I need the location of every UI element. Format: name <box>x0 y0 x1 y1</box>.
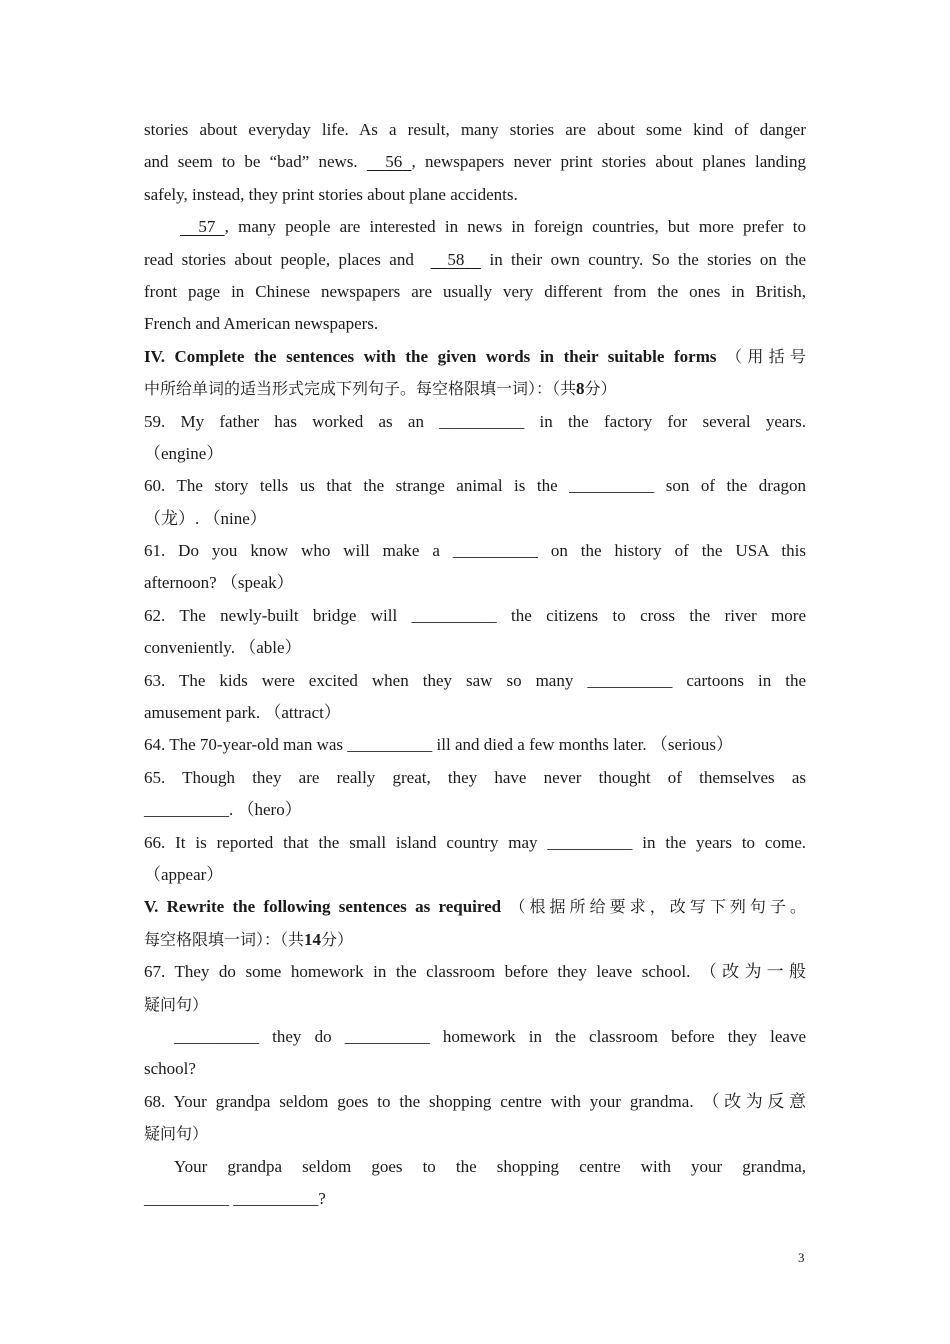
passage-line: stories about everyday life. As a result, many stories are about some kind of danger <box>144 120 806 139</box>
page-number: 3 <box>798 1250 805 1265</box>
passage-line: French and American newspapers. <box>144 314 379 334</box>
question-63-hint: amusement park. （attract） <box>144 703 341 723</box>
section-v-heading-cont: 每空格限填一词）：（共14分） <box>144 929 354 949</box>
blank-58: 58 <box>447 249 465 269</box>
document-page <box>144 114 806 1215</box>
question-66: 66. It is reported that the small island country may __________ in the years to come. <box>144 832 806 852</box>
question-67-instruction: 疑问句） <box>144 994 209 1014</box>
passage-line: 57 , many people are interested in news in foreign countries, but more prefer to <box>144 211 806 243</box>
question-68: 68. Your grandpa seldom goes to the shopping centre with your grandma. （改为反意 <box>144 1091 806 1111</box>
question-59: 59. My father has worked as an __________ in the factory for several years. <box>144 411 806 431</box>
blank-57: 57 <box>198 217 216 237</box>
section-iv-heading: IV. Complete the sentences with the given words in their suitable forms （用括号 <box>144 346 806 366</box>
question-62: 62. The newly-built bridge will __________ the citizens to cross the river more <box>144 605 806 625</box>
blank-56: 56 <box>385 152 403 172</box>
question-60: 60. The story tells us that the strange animal is the __________ son of the dragon <box>144 476 806 496</box>
question-59-hint: （engine） <box>144 443 224 463</box>
question-67: 67. They do some homework in the classroom before they leave school. （改为一般 <box>144 962 806 982</box>
passage-line: front page in Chinese newspapers are usually very different from the ones in British, <box>144 281 806 301</box>
passage-line: read stories about people, places and 58 in their own country. So the stories on the <box>144 249 807 269</box>
question-60-hint: （龙）. （nine） <box>144 508 267 528</box>
question-68-answer: Your grandpa seldom goes to the shopping centre with your grandma, <box>174 1156 806 1176</box>
question-67-answer: __________ they do __________ homework in the classroom before they leave <box>174 1026 806 1046</box>
question-63: 63. The kids were excited when they saw so many __________ cartoons in the <box>144 670 806 690</box>
question-61: 61. Do you know who will make a __________ on the history of the USA this <box>144 541 806 561</box>
question-62-hint: conveniently. （able） <box>144 638 302 658</box>
section-iv-heading-cont: 中所给单词的适当形式完成下列句子。每空格限填一词）：（共8分） <box>144 379 617 399</box>
passage-line: safely, instead, they print stories about plane accidents. <box>144 184 518 204</box>
question-65-hint: __________. （hero） <box>144 800 302 820</box>
question-67-answer-cont: school? <box>144 1059 196 1079</box>
question-68-instruction: 疑问句） <box>144 1124 209 1144</box>
question-68-answer-cont: __________ __________? <box>144 1188 326 1208</box>
question-65: 65. Though they are really great, they have never thought of themselves as <box>144 767 806 787</box>
question-66-hint: （appear） <box>144 864 224 884</box>
question-61-hint: afternoon? （speak） <box>144 573 294 593</box>
section-v-heading: V. Rewrite the following sentences as required （根据所给要求，改写下列句子。 <box>144 897 807 917</box>
passage-line: and seem to be “bad” news. 56 , newspapers never print stories about planes landing <box>144 152 807 172</box>
question-64: 64. The 70-year-old man was __________ ill and died a few months later. （serious） <box>144 735 734 755</box>
